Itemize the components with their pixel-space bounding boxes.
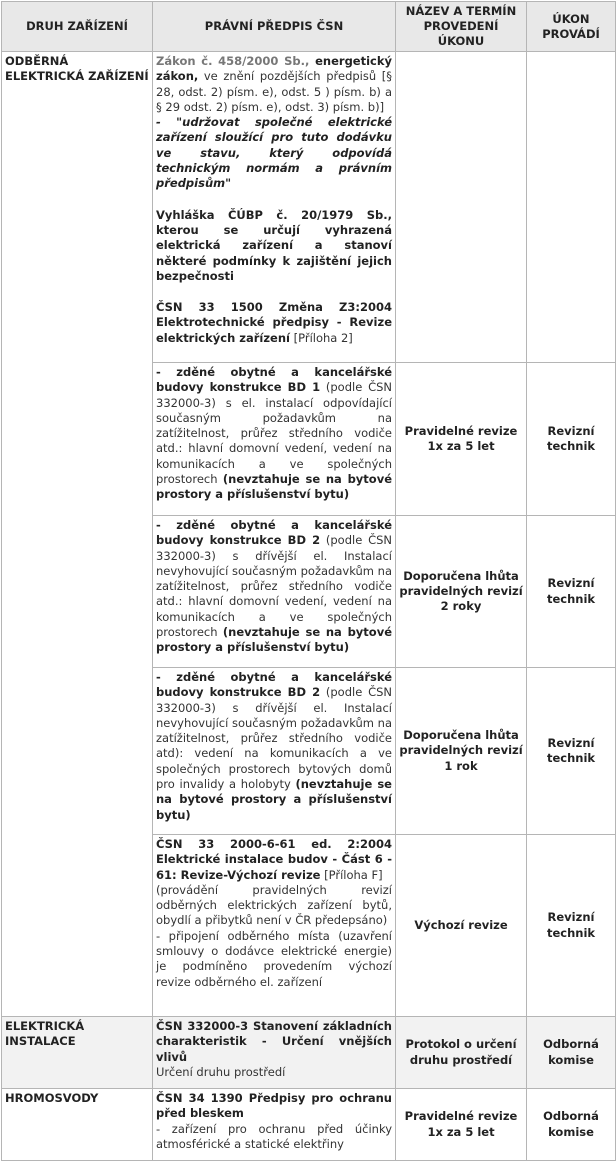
law-cell <box>153 363 396 516</box>
header-legal-regulation: PRÁVNÍ PŘEDPIS ČSN <box>153 2 396 52</box>
law-title: - zděné obytné a kancelářské budovy konstrukce BD 1 <box>156 365 392 395</box>
performer-cell: Odborná komise <box>527 1017 616 1089</box>
law-text: (podle ČSN 332000-3) s dřívější el. Instalací nevyhovující současným požadavkům na zatížitelnost, průřez středního vodiče atd): vedení na komunikacích a ve společných prostorech bytových domů pro invalidy a holobyty <box>156 685 392 792</box>
law-cell <box>153 516 396 668</box>
law-title: ČSN 33 1500 Změna Z3:2004 Elektrotechnické předpisy - Revize elektrických zařízení <box>156 300 392 345</box>
law-title: Zákon č. 458/2000 Sb., <box>156 54 310 68</box>
header-action-name-term: NÁZEV A TERMÍN PROVEDENÍ ÚKONU <box>396 2 527 52</box>
law-text: (podle ČSN 332000-3) s dřívější el. Instalací nevyhovující současným požadavkům na zatížitelnost, průřez středního vodiče atd.: hlavní domovní vedení, vedení na komunikacích a ve společných prostorech <box>156 533 392 640</box>
performer-cell <box>527 52 616 363</box>
law-cell <box>153 1089 396 1161</box>
law-quote: - "udržovat společné elektrické zařízení sloužící pro tuto dodávku ve stavu, který odpovídá technickým normám a právním předpisům" <box>156 115 392 191</box>
law-title-rest: energetický zákon, <box>156 54 392 84</box>
action-cell: Protokol o určení druhu prostředí <box>396 1017 527 1089</box>
action-cell: Výchozí revize <box>396 835 527 1017</box>
law-text: Určení druhu prostředí <box>156 1064 286 1079</box>
action-cell: Pravidelné revize 1x za 5 let <box>396 1089 527 1161</box>
law-ref: [Příloha F] <box>320 867 383 882</box>
header-row <box>2 2 616 52</box>
table-row <box>2 1017 616 1089</box>
law-text: - zařízení pro ochranu před účinky atmosférické a statické elektřiny <box>156 1121 392 1151</box>
law-cell <box>153 668 396 835</box>
action-cell: Doporučena lhůta pravidelných revizí 2 roky <box>396 516 527 668</box>
law-text: ve znění pozdějších předpisů [§ 28, odst. 2) písm. e), odst. 5 ) písm. b) a § 29 odst. 2) písm. e), odst. 3) písm. b)] <box>156 69 392 114</box>
regulations-table <box>1 1 616 1161</box>
action-cell: Doporučena lhůta pravidelných revizí 1 rok <box>396 668 527 835</box>
law-cell <box>153 835 396 1017</box>
law-title: ČSN 34 1390 Předpisy pro ochranu před bleskem <box>156 1091 392 1121</box>
header-device-type: DRUH ZAŘÍZENÍ <box>2 2 153 52</box>
table-row <box>2 52 616 363</box>
category-cell: HROMOSVODY <box>2 1089 153 1161</box>
law-text: - připojení odběrného místa (uzavření smlouvy o dodávce elektrické energie) je podmíněno provedením výchozí revize odběrného el. zařízení <box>156 928 392 989</box>
header-performed-by: ÚKON PROVÁDÍ <box>527 2 616 52</box>
performer-cell: Revizní technik <box>527 835 616 1017</box>
law-text: (podle ČSN 332000-3) s el. instalací odpovídající současným požadavkům na zatížitelnost, průřez středního vodiče atd.: hlavní domovní vedení, vedení na komunikacích a ve společných prostorech <box>156 380 392 487</box>
law-note: (nevztahuje se na bytové prostory a příslušenství bytu) <box>156 625 392 655</box>
law-ref: [Příloha 2] <box>289 330 353 345</box>
performer-cell: Revizní technik <box>527 516 616 668</box>
action-cell <box>396 52 527 363</box>
action-cell: Pravidelné revize 1x za 5 let <box>396 363 527 516</box>
law-title: ČSN 332000-3 Stanovení základních charakteristik - Určení vnějších vlivů <box>156 1019 392 1064</box>
law-title: - zděné obytné a kancelářské budovy konstrukce BD 2 <box>156 518 392 548</box>
law-text: (provádění pravidelných revizí odběrných elektrických zařízení bytů, obydlí a přibytků není v ČR předepsáno) <box>156 882 392 928</box>
performer-cell: Revizní technik <box>527 363 616 516</box>
law-title: ČSN 33 2000-6-61 ed. 2:2004 Elektrické instalace budov - Část 6 - 61: Revize-Výchozí revize <box>156 837 392 882</box>
law-cell <box>153 1017 396 1089</box>
law-cell <box>153 52 396 363</box>
law-text: Vyhláška ČÚBP č. 20/1979 Sb., kterou se určují vyhrazená elektrická zařízení a stanoví některé podmínky k zajištění jejich bezpečnosti <box>156 207 392 283</box>
law-note: (nevztahuje se na bytové prostory a příslušenství bytu) <box>156 777 392 822</box>
law-title: - zděné obytné a kancelářské budovy konstrukce BD 2 <box>156 670 392 700</box>
performer-cell: Revizní technik <box>527 668 616 835</box>
law-note: (nevztahuje se na bytové prostory a příslušenství bytu) <box>156 472 392 502</box>
category-cell: ODBĚRNÁ ELEKTRICKÁ ZAŘÍZENÍ <box>2 52 153 1017</box>
category-cell: ELEKTRICKÁ INSTALACE <box>2 1017 153 1089</box>
performer-cell: Odborná komise <box>527 1089 616 1161</box>
table-row <box>2 1089 616 1161</box>
